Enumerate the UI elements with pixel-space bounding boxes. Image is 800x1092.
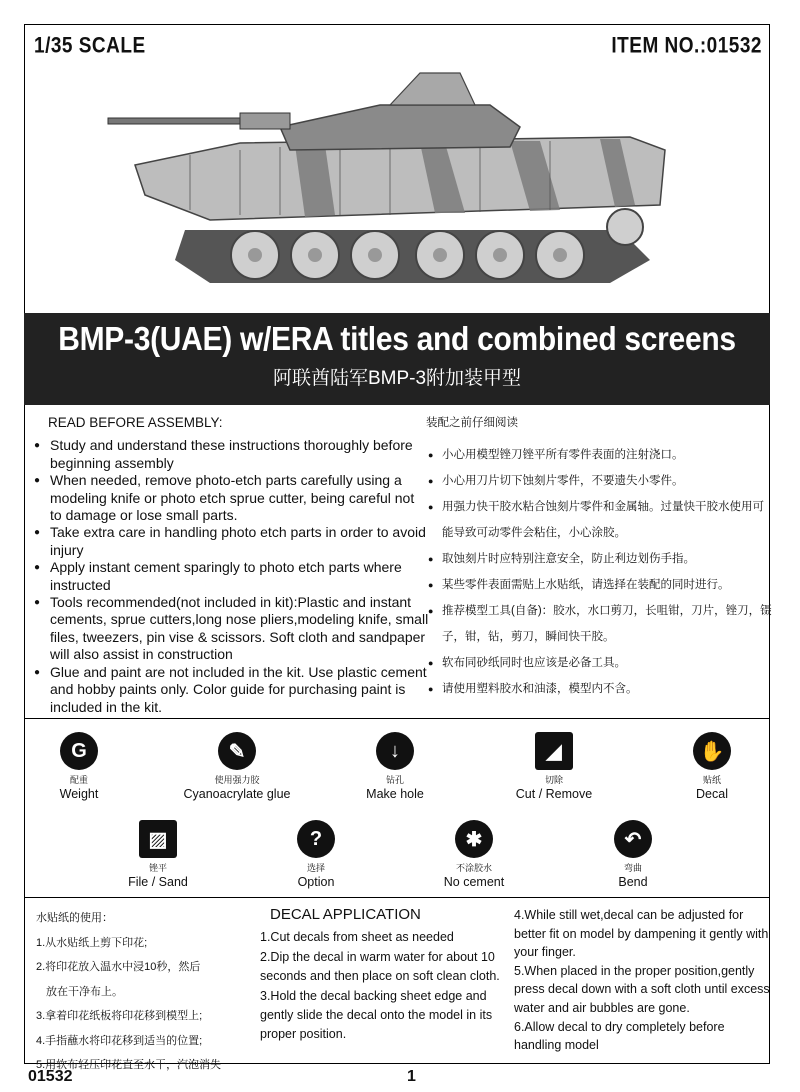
list-item: 2.将印花放入温水中浸10秒，然后 bbox=[36, 961, 201, 973]
symbol-label-en: Decal bbox=[696, 787, 728, 801]
footer-code: 01532 bbox=[28, 1068, 73, 1085]
read-title-en: READ BEFORE ASSEMBLY: bbox=[48, 415, 223, 430]
list-item: 6.Allow decal to dry completely before handling model bbox=[514, 1019, 725, 1053]
symbol-label-cn: 使用强力胶 bbox=[214, 775, 260, 785]
list-item: 5.When placed in the proper position,gently press decal down with a soft cloth until excess water and air bubbles are gone. bbox=[514, 963, 770, 1015]
list-item: ● Study and understand these instructions thoroughly before beginning assembly bbox=[34, 437, 429, 472]
symbol-file bbox=[78, 820, 238, 889]
symbol-label-en: Weight bbox=[59, 787, 99, 801]
list-item: ● 软布同砂纸同时也应该是必备工具。 bbox=[428, 650, 773, 676]
page-number: 1 bbox=[407, 1068, 416, 1085]
weight-icon: G bbox=[60, 732, 98, 770]
list-item: ● Apply instant cement sparingly to photo etch parts where instructed bbox=[34, 559, 429, 594]
symbol-label-en: File / Sand bbox=[128, 875, 188, 889]
decal-title-cn: 水贴纸的使用： bbox=[36, 912, 113, 924]
tank-illustration bbox=[90, 55, 710, 305]
symbol-option bbox=[236, 820, 396, 889]
symbol-no-cement bbox=[394, 820, 554, 889]
list-item: ● 用强力快干胶水粘合蚀刻片零件和金属轴。过量快干胶水使用可能导致可动零件会粘住，小心涂胶。 bbox=[428, 494, 773, 546]
divider bbox=[24, 897, 770, 898]
symbol-decal bbox=[632, 732, 792, 801]
list-item: 放在干净布上。 bbox=[46, 985, 123, 998]
decal-instructions-en bbox=[260, 905, 515, 1045]
list-item: ● 小心用模型锉刀锉平所有零件表面的注射浇口。 bbox=[428, 442, 773, 468]
decal-instructions-cn bbox=[36, 906, 266, 1078]
list-item: 4.While still wet,decal can be adjusted for better fit on model by dampening it gently with your finger. bbox=[514, 908, 769, 960]
title-cn: 阿联酋陆军BMP-3附加装甲型 bbox=[272, 368, 522, 389]
symbol-label-en: Cyanoacrylate glue bbox=[183, 787, 291, 801]
symbol-label-cn: 锉平 bbox=[148, 863, 167, 873]
symbol-bend bbox=[553, 820, 713, 889]
symbol-legend bbox=[24, 722, 770, 892]
item-number: ITEM NO.:01532 bbox=[611, 34, 762, 59]
symbol-glue bbox=[157, 732, 317, 801]
symbol-label-en: Cut / Remove bbox=[515, 787, 593, 801]
list-item: ● 某些零件表面需贴上水贴纸，请选择在装配的同时进行。 bbox=[428, 572, 773, 598]
scale-label: 1/35 SCALE bbox=[34, 34, 146, 59]
list-item: 2.Dip the decal in warm water for about 10 seconds and then place on soft clean cloth. bbox=[260, 949, 500, 984]
divider bbox=[24, 718, 770, 719]
list-item: ● 推荐模型工具(自备)：胶水，水口剪刀，长咀钳，刀片，锉刀，镊子，钳，钻，剪刀，瞬间快干胶。 bbox=[428, 598, 773, 650]
list-item: ● Take extra care in handling photo etch parts in order to avoid injury bbox=[34, 524, 429, 559]
list-item: 4.手指蘸水将印花移到适当的位置; bbox=[36, 1034, 203, 1047]
decal-title-en: DECAL APPLICATION bbox=[270, 906, 421, 923]
symbol-label-cn: 钻孔 bbox=[385, 775, 404, 785]
list-item: ● Tools recommended(not included in kit):Plastic and instant cements, sprue cutters,long nose pliers,modeling knife, small files, tweezers, pin vise & scissors. Soft cloth and sandpaper will also assist in construction bbox=[34, 594, 429, 664]
symbol-label-cn: 贴纸 bbox=[702, 775, 721, 785]
list-item: 5.用软布轻压印花直至水干，汽泡消失 bbox=[36, 1059, 222, 1071]
list-item: ● 小心用刀片切下蚀刻片零件，不要遗失小零件。 bbox=[428, 468, 773, 494]
no-cement-icon: ✱ bbox=[455, 820, 493, 858]
file-icon: ▨ bbox=[139, 820, 177, 858]
decal-icon: ✋ bbox=[693, 732, 731, 770]
symbol-label-en: Bend bbox=[618, 875, 648, 889]
cut-icon: ◢ bbox=[535, 732, 573, 770]
read-before-assembly-en bbox=[34, 414, 429, 716]
symbol-label-cn: 切除 bbox=[544, 775, 563, 785]
symbol-label-cn: 选择 bbox=[306, 863, 325, 873]
symbol-label-en: Make hole bbox=[366, 787, 424, 801]
symbol-hole bbox=[315, 732, 475, 801]
symbol-label-cn: 不涂胶水 bbox=[455, 863, 492, 873]
symbol-label-en: Option bbox=[297, 875, 335, 889]
list-item: 3.拿着印花纸板将印花移到模型上; bbox=[36, 1010, 203, 1022]
title-band bbox=[24, 313, 770, 405]
list-item: ● 取蚀刻片时应特别注意安全，防止利边划伤手指。 bbox=[428, 546, 773, 572]
list-item: 1.Cut decals from sheet as needed bbox=[260, 930, 454, 945]
decal-instructions-en-cont bbox=[514, 906, 770, 1055]
list-item: ● Glue and paint are not included in the kit. Use plastic cement and hobby paints only. Color guide for purchasing paint is included in the kit. bbox=[34, 664, 429, 716]
question-icon: ? bbox=[297, 820, 335, 858]
symbol-label-cn: 配重 bbox=[69, 775, 88, 785]
symbol-weight bbox=[0, 732, 159, 801]
list-item: 1.从水贴纸上剪下印花; bbox=[36, 936, 148, 949]
list-item: 3.Hold the decal backing sheet edge and gently slide the decal onto the model in its proper position. bbox=[260, 988, 493, 1042]
read-before-assembly-cn bbox=[428, 414, 773, 702]
glue-icon: ✎ bbox=[218, 732, 256, 770]
read-title-cn: 装配之前仔细阅读 bbox=[426, 417, 518, 429]
symbol-cut bbox=[474, 732, 634, 801]
list-item: ● When needed, remove photo-etch parts carefully using a modeling knife or photo etch sprue cutter, being careful not to damage or lose small parts. bbox=[34, 472, 429, 524]
symbol-label-en: No cement bbox=[443, 875, 505, 889]
bend-icon: ↶ bbox=[614, 820, 652, 858]
title-en: BMP-3(UAE) w/ERA titles and combined screens bbox=[58, 320, 736, 358]
drill-icon: ↓ bbox=[376, 732, 414, 770]
symbol-label-cn: 弯曲 bbox=[623, 863, 642, 873]
list-item: ● 请使用塑料胶水和油漆，模型内不含。 bbox=[428, 676, 773, 702]
